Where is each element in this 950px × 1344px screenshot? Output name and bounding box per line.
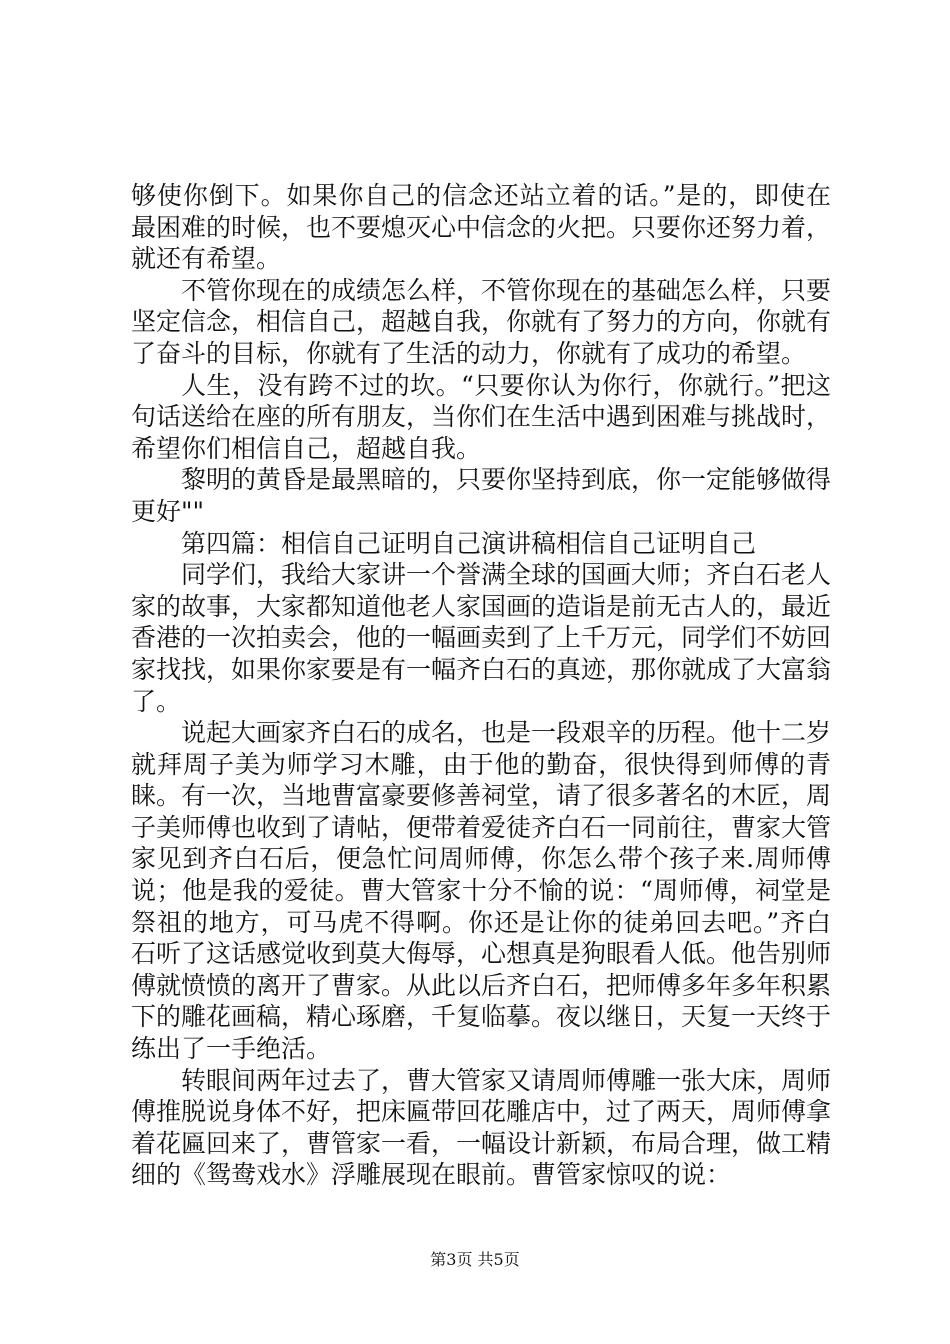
paragraph: 同学们，我给大家讲一个誉满全球的国画大师；齐白石老人家的故事，大家都知道他老人家国画的造诣是前无古人的，最近香港的一次拍卖会，他的一幅画卖到了上千万元，同学们不妨回家找找，如果你家要是有一幅齐白石的真迹，那你就成了大富翁了。 <box>131 560 832 716</box>
paragraph: 不管你现在的成绩怎么样，不管你现在的基础怎么样，只要坚定信念，相信自己，超越自我，你就有了努力的方向，你就有了奋斗的目标，你就有了生活的动力，你就有了成功的希望。 <box>131 275 832 368</box>
paragraph: 转眼间两年过去了，曹大管家又请周师傅雕一张大床，周师傅推脱说身体不好，把床匾带回花雕店中，过了两天，周师傅拿着花匾回来了，曹管家一看，一幅设计新颖，布局合理，做工精细的《鸳鸯戏水》浮雕展现在眼前。曹管家惊叹的说： <box>131 1065 832 1190</box>
section-heading: 第四篇：相信自己证明自己演讲稿相信自己证明自己 <box>181 528 757 558</box>
page-footer: 第3页 共5页 <box>430 1250 520 1269</box>
paragraph: 说起大画家齐白石的成名，也是一段艰辛的历程。他十二岁就拜周子美为师学习木雕，由于他的勤奋，很快得到师傅的青睐。有一次，当地曹富豪要修善祠堂，请了很多著名的木匠，周子美师傅也收到了请帖，便带着爱徒齐白石一同前往，曹家大管家见到齐白石后，便急忙问周师傅，你怎么带个孩子来.周师傅说；他是我的爱徒。曹大管家十分不愉的说：“周师傅，祠堂是祭祖的地方，可马虎不得啊。你还是让你的徒弟回去吧。”齐白石听了这话感觉收到莫大侮辱，心想真是狗眼看人低。他告别师傅就愤愤的离开了曹家。从此以后齐白石，把师傅多年多年积累下的雕花画稿，精心琢磨，千复临摹。夜以继日，天复一天终于练出了一手绝活。 <box>131 718 832 1064</box>
paragraph: 人生，没有跨不过的坎。“只要你认为你行，你就行。”把这句话送给在座的所有朋友，当你们在生活中遇到困难与挑战时，希望你们相信自己，超越自我。 <box>131 370 832 463</box>
document-body <box>131 180 831 1191</box>
paragraph: 够使你倒下。如果你自己的信念还站立着的话。”是的，即使在最困难的时候，也不要熄灭心中信念的火把。只要你还努力着，就还有希望。 <box>131 181 832 274</box>
paragraph: 黎明的黄昏是最黑暗的，只要你坚持到底，你一定能够做得更好"" <box>131 465 832 526</box>
